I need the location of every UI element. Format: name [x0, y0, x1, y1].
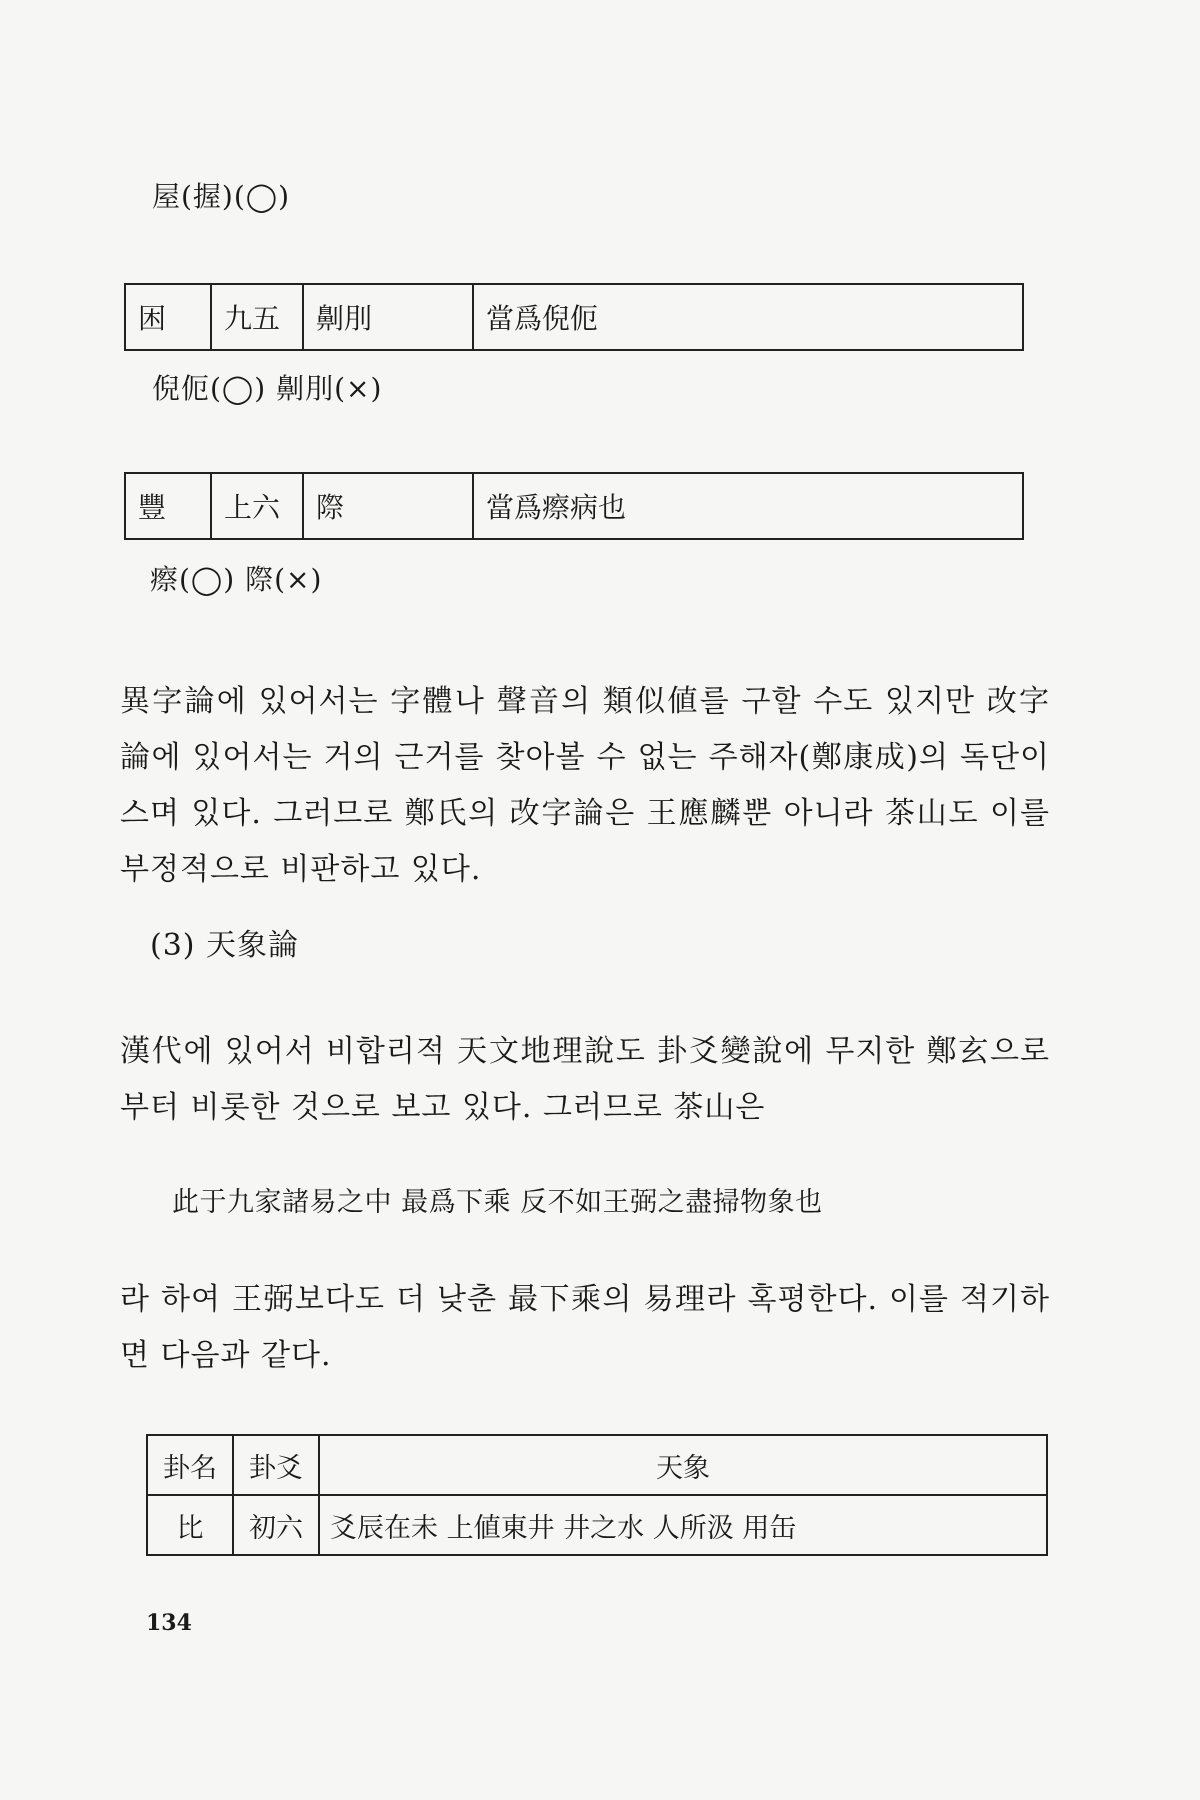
cell-gua-name: 比	[147, 1495, 233, 1555]
entry-comment: 當爲倪伌	[473, 284, 1023, 350]
entry-line: 九五	[211, 284, 303, 350]
note-3: 瘵(◯) 際(×)	[150, 563, 323, 596]
entry-table-1	[124, 283, 1024, 351]
paragraph-2: 漢代에 있어서 비합리적 天文地理說도 卦爻變說에 무지한 鄭玄으로부터 비롯한 것으로 보고 있다. 그러므로 茶山은	[120, 1034, 1050, 1125]
tianxiang-table	[146, 1434, 1048, 1556]
entry-word: 際	[303, 473, 473, 539]
entry-comment: 當爲瘵病也	[473, 473, 1023, 539]
header-tianxiang: 天象	[319, 1435, 1047, 1495]
note-1: 屋(握)(◯)	[152, 180, 291, 213]
paragraph-1: 異字論에 있어서는 字體나 聲音의 類似値를 구할 수도 있지만 改字論에 있어서는 거의 근거를 찾아볼 수 없는 주해자(鄭康成)의 독단이 스며 있다. 그러므로 鄭氏의 改字論은 王應麟뿐 아니라 茶山도 이를 부정적으로 비판하고 있다.	[120, 684, 1050, 887]
paragraph-3: 라 하여 王弼보다도 더 낮춘 最下乘의 易理라 혹평한다. 이를 적기하면 다음과 같다.	[120, 1282, 1050, 1373]
quotation: 此于九家諸易之中 最爲下乘 反不如王弼之盡掃物象也	[172, 1187, 823, 1218]
entry-word: 劓刖	[303, 284, 473, 350]
entry-hexagram: 困	[125, 284, 211, 350]
page-number: 134	[146, 1610, 192, 1636]
entry-hexagram: 豐	[125, 473, 211, 539]
table-header-row	[147, 1435, 1047, 1495]
header-gua-yao: 卦爻	[233, 1435, 319, 1495]
header-gua-name: 卦名	[147, 1435, 233, 1495]
entry-table-2	[124, 472, 1024, 540]
note-2: 倪伌(◯) 劓刖(×)	[152, 372, 383, 405]
table-row	[147, 1495, 1047, 1555]
cell-gua-yao: 初六	[233, 1495, 319, 1555]
section-heading: (3) 天象論	[150, 928, 300, 963]
entry-line: 上六	[211, 473, 303, 539]
cell-tianxiang: 爻辰在未 上値東井 井之水 人所汲 用缶	[319, 1495, 1047, 1555]
